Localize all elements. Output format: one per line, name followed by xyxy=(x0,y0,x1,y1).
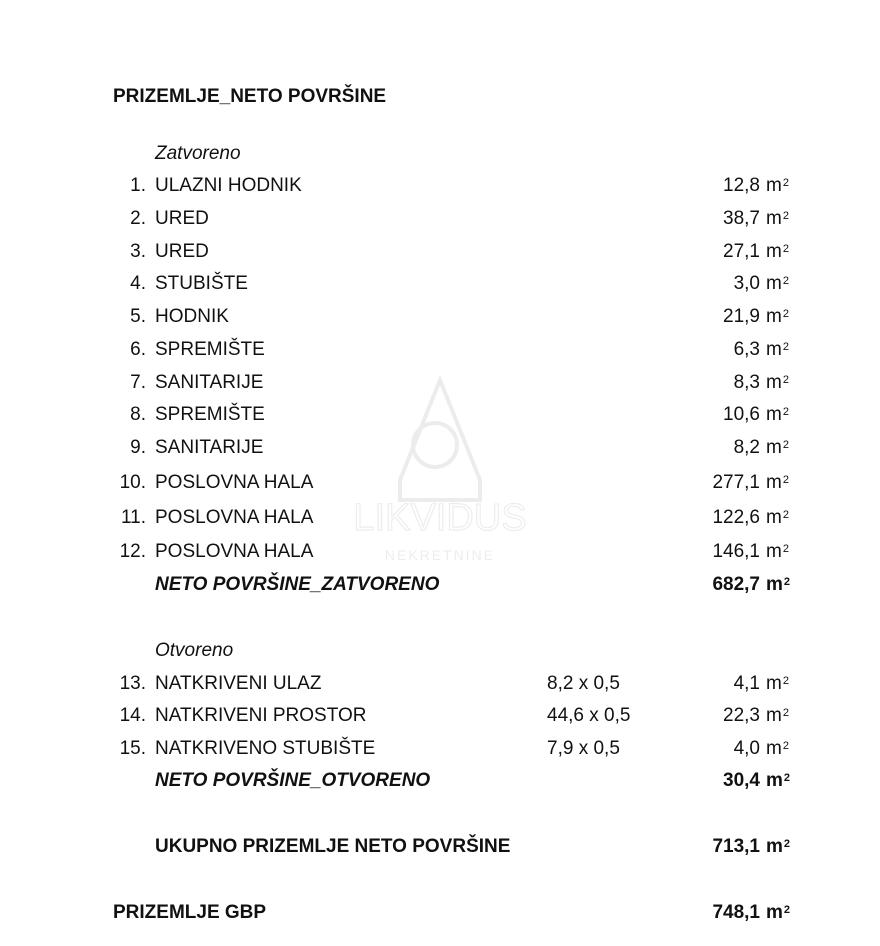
row-number: 7. xyxy=(130,372,146,393)
table-row xyxy=(0,306,880,328)
row-dimensions: 8,2 x 0,5 xyxy=(547,673,620,694)
row-area: 4,0 xyxy=(733,738,760,759)
row-unit: $m^2$ xyxy=(766,705,789,726)
row-name: ULAZNI HODNIK xyxy=(155,175,302,196)
row-number: 4. xyxy=(130,273,146,294)
row-number: 12. xyxy=(119,541,146,562)
row-area: 21,9 xyxy=(723,306,760,327)
row-area: 4,1 xyxy=(733,673,760,694)
row-area: 8,3 xyxy=(733,372,760,393)
row-unit: $m^2$ xyxy=(766,175,789,196)
row-unit: $m^2$ xyxy=(766,372,789,393)
row-name: SANITARIJE xyxy=(155,437,264,458)
table-row xyxy=(0,472,880,494)
closed-total-value: 682,7 xyxy=(712,574,760,595)
row-name: SANITARIJE xyxy=(155,372,264,393)
watermark-sub: NEKRETNINE xyxy=(384,547,496,563)
row-number: 3. xyxy=(130,241,146,262)
row-number: 5. xyxy=(130,306,146,327)
row-name: POSLOVNA HALA xyxy=(155,507,314,528)
row-unit: $m^2$ xyxy=(766,273,789,294)
table-row xyxy=(0,241,880,263)
closed-total-row xyxy=(0,574,880,596)
open-total-unit: $m^2$ xyxy=(766,770,791,791)
row-unit: $m^2$ xyxy=(766,404,789,425)
row-name: SPREMIŠTE xyxy=(155,339,265,360)
row-name: NATKRIVENO STUBIŠTE xyxy=(155,738,376,759)
row-number: 2. xyxy=(130,208,146,229)
row-area: 10,6 xyxy=(723,404,760,425)
row-name: HODNIK xyxy=(155,306,229,327)
table-row xyxy=(0,175,880,197)
row-unit: $m^2$ xyxy=(766,339,789,360)
row-area: 38,7 xyxy=(723,208,760,229)
row-area: 122,6 xyxy=(712,507,760,528)
open-total-label: NETO POVRŠINE_OTVORENO xyxy=(155,770,431,791)
row-dimensions: 44,6 x 0,5 xyxy=(547,705,631,726)
row-name: URED xyxy=(155,241,209,262)
row-unit: $m^2$ xyxy=(766,507,789,528)
row-number: 15. xyxy=(119,738,146,759)
grand-total-row xyxy=(0,836,880,858)
row-unit: $m^2$ xyxy=(766,437,789,458)
row-number: 1. xyxy=(130,175,146,196)
row-unit: $m^2$ xyxy=(766,472,789,493)
grand-total-value: 713,1 xyxy=(712,836,760,857)
table-row xyxy=(0,507,880,529)
table-row xyxy=(0,372,880,394)
row-unit: $m^2$ xyxy=(766,306,789,327)
row-area: 12,8 xyxy=(723,175,760,196)
row-number: 11. xyxy=(120,507,146,528)
open-total-value: 30,4 xyxy=(723,770,760,791)
gbp-unit: $m^2$ xyxy=(766,902,791,923)
section-heading-closed: Zatvoreno xyxy=(155,143,241,164)
row-area: 8,2 xyxy=(733,437,760,458)
row-name: POSLOVNA HALA xyxy=(155,541,314,562)
table-row xyxy=(0,339,880,361)
gbp-label: PRIZEMLJE GBP xyxy=(113,902,267,923)
table-row xyxy=(0,208,880,230)
row-number: 6. xyxy=(130,339,146,360)
row-dimensions: 7,9 x 0,5 xyxy=(547,738,620,759)
table-row xyxy=(0,673,880,695)
row-number: 10. xyxy=(119,472,146,493)
page-title: PRIZEMLJE_NETO POVRŠINE xyxy=(113,86,387,107)
row-number: 9. xyxy=(130,437,146,458)
row-unit: $m^2$ xyxy=(766,673,789,694)
row-name: URED xyxy=(155,208,209,229)
watermark-brand: LIKVIDUS xyxy=(353,497,527,539)
table-row xyxy=(0,705,880,727)
grand-total-label: UKUPNO PRIZEMLJE NETO POVRŠINE xyxy=(155,836,511,857)
row-area: 22,3 xyxy=(723,705,760,726)
row-name: NATKRIVENI ULAZ xyxy=(155,673,322,694)
row-unit: $m^2$ xyxy=(766,241,789,262)
row-name: STUBIŠTE xyxy=(155,273,248,294)
closed-total-unit: $m^2$ xyxy=(766,574,791,595)
gbp-value: 748,1 xyxy=(712,902,760,923)
row-name: POSLOVNA HALA xyxy=(155,472,314,493)
row-number: 13. xyxy=(119,673,146,694)
table-row xyxy=(0,437,880,459)
row-name: SPREMIŠTE xyxy=(155,404,265,425)
table-row xyxy=(0,273,880,295)
row-number: 14. xyxy=(119,705,146,726)
row-area: 6,3 xyxy=(733,339,760,360)
closed-total-label: NETO POVRŠINE_ZATVORENO xyxy=(155,574,440,595)
row-name: NATKRIVENI PROSTOR xyxy=(155,705,367,726)
row-area: 27,1 xyxy=(723,241,760,262)
table-row xyxy=(0,541,880,563)
section-heading-open: Otvoreno xyxy=(155,640,234,661)
row-area: 3,0 xyxy=(733,273,760,294)
table-row xyxy=(0,404,880,426)
row-area: 277,1 xyxy=(712,472,760,493)
row-area: 146,1 xyxy=(712,541,760,562)
row-unit: $m^2$ xyxy=(766,208,789,229)
open-total-row xyxy=(0,770,880,792)
table-row xyxy=(0,738,880,760)
row-number: 8. xyxy=(130,404,146,425)
row-unit: $m^2$ xyxy=(766,738,789,759)
row-unit: $m^2$ xyxy=(766,541,789,562)
gbp-row xyxy=(0,902,880,924)
grand-total-unit: $m^2$ xyxy=(766,836,791,857)
